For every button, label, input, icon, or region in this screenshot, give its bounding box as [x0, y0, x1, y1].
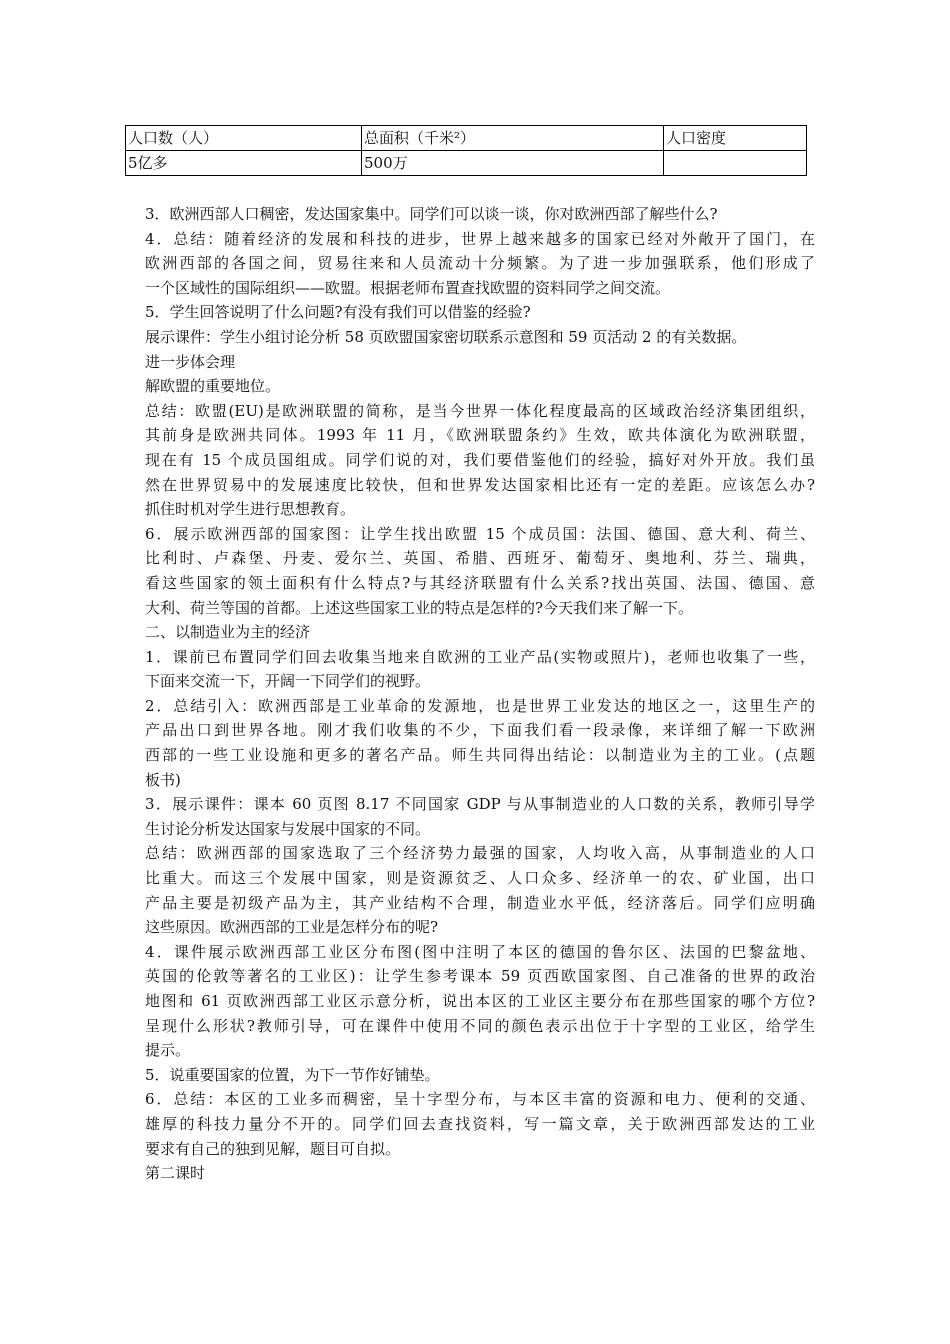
text-line: 2．总结引入：欧洲西部是工业革命的发源地，也是世界工业发达的地区之一，这里生产的: [145, 696, 815, 715]
text-line: 抓住时机对学生进行思想教育。: [145, 500, 356, 519]
table-header-cell: 总面积（千米²）: [362, 126, 664, 151]
text-line: 一个区域性的国际组织——欧盟。根据老师布置查找欧盟的资料同学之间交流。: [145, 278, 671, 297]
table-row: [126, 151, 807, 176]
text-line: 3．展示课件：课本 60 页图 8.17 不同国家 GDP 与从事制造业的人口数的关系，教师引导学: [145, 795, 815, 814]
table-header-cell: 人口密度: [664, 126, 807, 151]
text-line: 要求有自己的独到见解，题目可自拟。: [145, 1139, 401, 1158]
text-line: 大利、荷兰等国的首都。上述这些国家工业的特点是怎样的?今天我们来了解一下。: [145, 598, 694, 617]
text-line: 这些原因。欧洲西部的工业是怎样分布的呢?: [145, 918, 439, 937]
text-line: 地图和 61 页欧洲西部工业区示意分析，说出本区的工业区主要分布在那些国家的哪个方位?: [145, 992, 815, 1010]
text-line: 6．展示欧洲西部的国家图：让学生找出欧盟 15 个成员国：法国、德国、意大利、荷兰、: [145, 524, 815, 543]
text-line: 比重大。而这三个发展中国家，则是资源贫乏、人口众多、经济单一的农、矿业国，出口: [145, 869, 815, 888]
text-line: 4．课件展示欧洲西部工业区分布图(图中注明了本区的德国的鲁尔区、法国的巴黎盆地、: [145, 942, 815, 961]
body-text: [145, 202, 815, 1186]
text-line: 比利时、卢森堡、丹麦、爱尔兰、英国、希腊、西班牙、葡萄牙、奥地利、芬兰、瑞典，: [145, 549, 815, 568]
text-line: 进一步体会理: [145, 352, 236, 371]
text-line: 现在有 15 个成员国组成。同学们说的对，我们要借鉴他们的经验，搞好对外开放。我们虽: [145, 450, 815, 469]
text-line: 展示课件：学生小组讨论分析 58 页欧盟国家密切联系示意图和 59 页活动 2 的有关数据。: [145, 327, 747, 346]
text-line: 3．欧洲西部人口稠密，发达国家集中。同学们可以谈一谈，你对欧洲西部了解些什么?: [145, 205, 718, 223]
text-line: 然在世界贸易中的发展速度比较快，但和世界发达国家相比还有一定的差距。应该怎么办?: [145, 475, 815, 494]
table-header-cell: 人口数（人）: [126, 126, 362, 151]
text-line: 1．课前已布置同学们回去收集当地来自欧洲的工业产品(实物或照片)，老师也收集了一些，: [145, 647, 815, 666]
text-line: 生讨论分析发达国家与发展中国家的不同。: [145, 819, 431, 838]
table-cell: [664, 151, 807, 176]
text-line: 板书): [145, 770, 181, 789]
table-cell: 5亿多: [126, 151, 362, 176]
table-cell: 500万: [362, 151, 664, 176]
population-table: [125, 125, 807, 176]
text-line: 5．说重要国家的位置，为下一节作好铺垫。: [145, 1065, 440, 1084]
text-line: 呈现什么形状?教师引导，可在课件中使用不同的颜色表示出位于十字型的工业区，给学生: [145, 1016, 815, 1035]
table-header-row: [126, 126, 807, 151]
text-line: 产品出口到世界各地。刚才我们收集的不少，下面我们看一段录像，来详细了解一下欧洲: [145, 721, 815, 740]
text-line: 西部的一些工业设施和更多的著名产品。师生共同得出结论：以制造业为主的工业。(点题: [145, 746, 815, 765]
text-line: 总结：欧洲西部的国家选取了三个经济势力最强的国家，人均收入高，从事制造业的人口: [145, 844, 815, 863]
text-line: 4．总结：随着经济的发展和科技的进步，世界上越来越多的国家已经对外敞开了国门，在: [145, 229, 815, 248]
text-line: 5．学生回答说明了什么问题?有没有我们可以借鉴的经验?: [145, 303, 531, 322]
text-line: 6．总结：本区的工业多而稠密，呈十字型分布，与本区丰富的资源和电力、便利的交通、: [145, 1090, 815, 1109]
text-line: 雄厚的科技力量分不开的。同学们回去查找资料，写一篇文章，关于欧洲西部发达的工业: [145, 1114, 815, 1133]
text-line: 产品主要是初级产品为主，其产业结构不合理，制造业水平低，经济落后。同学们应明确: [145, 893, 815, 912]
text-line: 总结：欧盟(EU)是欧洲联盟的简称，是当今世界一体化程度最高的区域政治经济集团组织，: [145, 401, 815, 420]
text-line: 下面来交流一下，开阔一下同学们的视野。: [145, 672, 431, 691]
section-heading: 二、以制造业为主的经济: [145, 623, 311, 642]
text-line: 欧洲西部的各国之间，贸易往来和人员流动十分频繁。为了进一步加强联系，他们形成了: [145, 254, 815, 273]
text-line: 提示。: [145, 1041, 191, 1060]
section-heading: 第二课时: [145, 1164, 206, 1183]
text-line: 英国的伦敦等著名的工业区)：让学生参考课本 59 页西欧国家图、自己准备的世界的政治: [145, 967, 815, 986]
text-line: 其前身是欧洲共同体。1993 年 11 月，《欧洲联盟条约》生效，欧共体演化为欧洲联盟，: [145, 426, 815, 445]
text-line: 解欧盟的重要地位。: [145, 377, 281, 396]
text-line: 看这些国家的领土面积有什么特点?与其经济联盟有什么关系?找出英国、法国、德国、意: [145, 573, 815, 592]
